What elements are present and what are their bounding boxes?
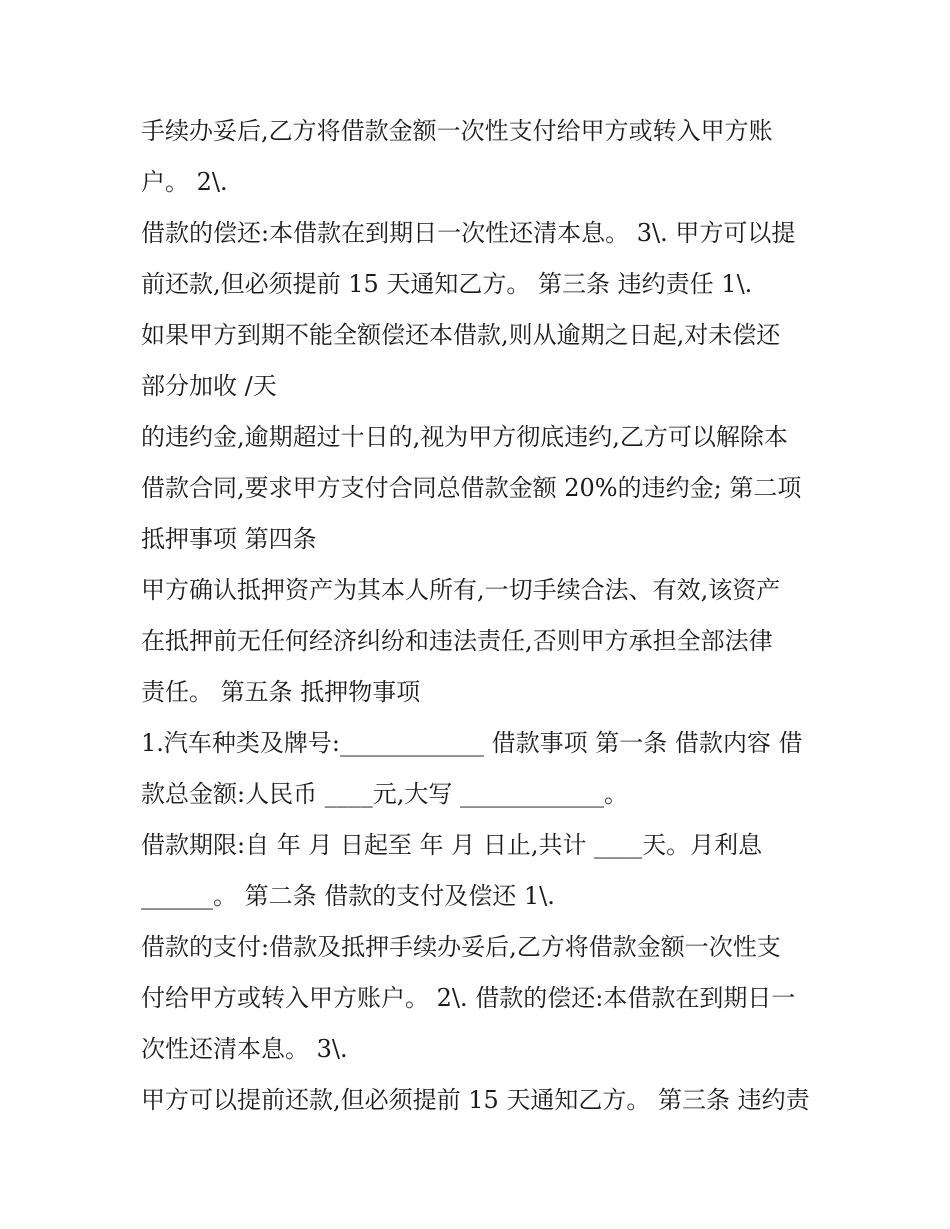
text-line-9: 抵押事项 第四条 bbox=[141, 525, 317, 553]
text-line-6: 部分加收 /天 bbox=[141, 372, 277, 400]
text-line-18: 付给甲方或转入甲方账户。 2\. 借款的偿还:本借款在到期日一 bbox=[141, 984, 796, 1012]
text-line-2: 户。 2\. bbox=[141, 168, 228, 196]
text-line-8: 借款合同,要求甲方支付合同总借款金额 20%的违约金; 第二项 bbox=[141, 474, 802, 502]
document-body bbox=[141, 106, 841, 1126]
text-line-1: 手续办妥后,乙方将借款金额一次性支付给甲方或转入甲方账 bbox=[141, 117, 773, 145]
text-line-15: 借款期限:自 年 月 日起至 年 月 日止,共计 ____天。月利息 bbox=[141, 831, 763, 859]
text-line-16: ______。 第二条 借款的支付及偿还 1\. bbox=[141, 882, 555, 910]
text-line-20: 甲方可以提前还款,但必须提前 15 天通知乙方。 第三条 违约责 bbox=[141, 1086, 810, 1114]
text-line-4: 前还款,但必须提前 15 天通知乙方。 第三条 违约责任 1\. bbox=[141, 270, 753, 298]
text-line-19: 次性还清本息。 3\. bbox=[141, 1035, 348, 1063]
text-line-7: 的违约金,逾期超过十日的,视为甲方彻底违约,乙方可以解除本 bbox=[141, 423, 788, 451]
text-line-5: 如果甲方到期不能全额偿还本借款,则从逾期之日起,对未偿还 bbox=[141, 321, 781, 349]
text-line-14: 款总金额:人民币 ____元,大写 ____________。 bbox=[141, 780, 628, 808]
text-line-12: 责任。 第五条 抵押物事项 bbox=[141, 678, 421, 706]
text-line-3: 借款的偿还:本借款在到期日一次性还清本息。 3\. 甲方可以提 bbox=[141, 219, 796, 247]
text-line-13: 1.汽车种类及牌号:____________ 借款事项 第一条 借款内容 借 bbox=[141, 729, 803, 757]
text-line-17: 借款的支付:借款及抵押手续办妥后,乙方将借款金额一次性支 bbox=[141, 933, 781, 961]
text-line-11: 在抵押前无任何经济纠纷和违法责任,否则甲方承担全部法律 bbox=[141, 627, 773, 655]
text-line-10: 甲方确认抵押资产为其本人所有,一切手续合法、有效,该资产 bbox=[141, 576, 781, 604]
